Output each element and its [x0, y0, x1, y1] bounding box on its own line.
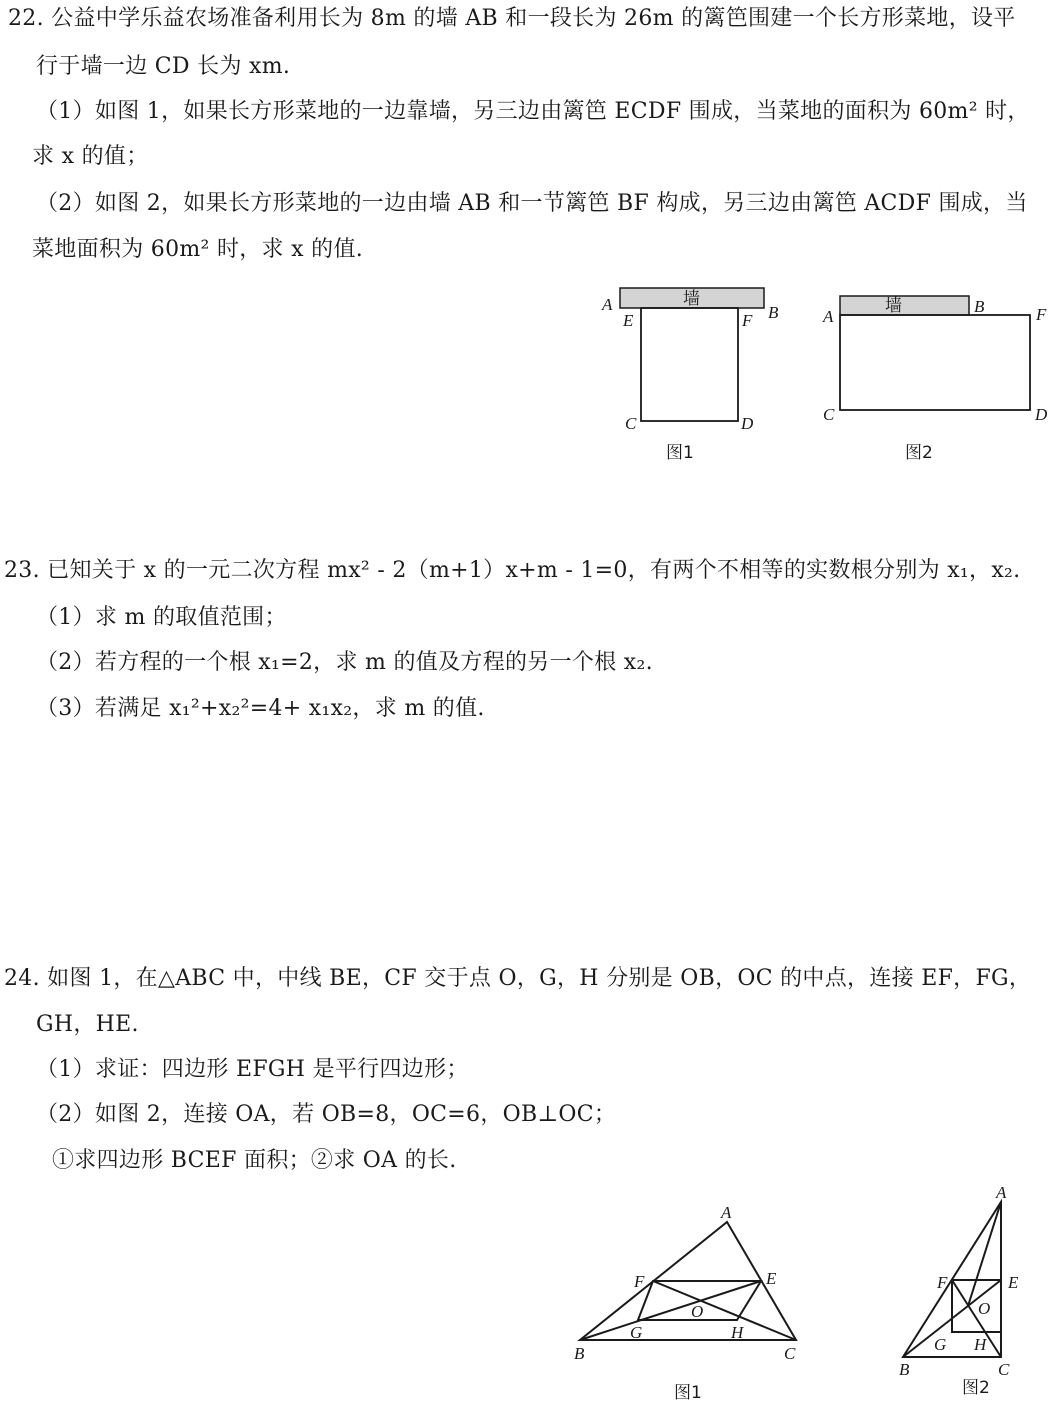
- q22-figure-2: [822, 296, 1048, 463]
- point-C: C: [823, 405, 835, 424]
- point-O: O: [691, 1302, 704, 1321]
- figure-caption: 图2: [905, 443, 933, 463]
- point-B: B: [899, 1360, 910, 1379]
- garden-rect: [840, 315, 1030, 410]
- q24-part2-subquestions: ①求四边形 BCEF 面积；②求 OA 的长.: [52, 1148, 457, 1173]
- q22-line-2: 行于墙一边 CD 长为 xm.: [36, 54, 291, 79]
- wall-label: 墙: [885, 296, 902, 316]
- q24-part1: （1）求证：四边形 EFGH 是平行四边形；: [36, 1057, 469, 1082]
- q22-part1-line-1: （1）如图 1，如果长方形菜地的一边靠墙，另三边由篱笆 ECDF 围成，当菜地的面积为 60m² 时，: [36, 99, 1030, 124]
- q22-part1-line-2: 求 x 的值；: [32, 144, 149, 169]
- point-B: B: [574, 1344, 585, 1363]
- wall-rect: [840, 296, 969, 315]
- point-E: E: [766, 1269, 777, 1288]
- point-F: F: [634, 1272, 645, 1291]
- point-E: E: [1008, 1273, 1019, 1292]
- q24-part2: （2）如图 2，连接 OA，若 OB=8，OC=6，OB⊥OC；: [36, 1102, 617, 1127]
- q23-part3: （3）若满足 x₁²+x₂²=4+ x₁x₂，求 m 的值.: [36, 696, 485, 721]
- point-E: E: [623, 311, 634, 330]
- figure-caption: 图1: [666, 443, 694, 463]
- point-F: F: [1036, 305, 1047, 324]
- figure-caption: 图2: [962, 1378, 990, 1398]
- q22-line-1: 22. 公益中学乐益农场准备利用长为 8m 的墙 AB 和一段长为 26m 的篱笆围建一个长方形菜地，设平: [8, 6, 1016, 31]
- point-D: D: [1035, 405, 1048, 424]
- point-G: G: [630, 1323, 643, 1342]
- q23-line-1: 23. 已知关于 x 的一元二次方程 mx² - 2（m+1）x+m - 1=0，有两个不相等的实数根分别为 x₁，x₂.: [4, 558, 1021, 583]
- point-A: A: [823, 307, 834, 326]
- q24-line-2: GH，HE.: [36, 1012, 139, 1037]
- point-F: F: [742, 311, 753, 330]
- q22-part2-line-1: （2）如图 2，如果长方形菜地的一边由墙 AB 和一节篱笆 BF 构成，另三边由篱笆 ACDF 围成，当: [36, 191, 1028, 216]
- q24-figure-2: [903, 1202, 1001, 1357]
- point-D: D: [741, 414, 754, 433]
- q23-part1: （1）求 m 的取值范围；: [36, 605, 287, 630]
- q24-figure-1: [580, 1222, 796, 1340]
- figure-caption: 图1: [674, 1383, 702, 1403]
- point-A: A: [602, 295, 613, 314]
- q23-part2: （2）若方程的一个根 x₁=2，求 m 的值及方程的另一个根 x₂.: [36, 650, 653, 675]
- median-CF: [653, 1281, 796, 1340]
- point-G: G: [934, 1335, 947, 1354]
- point-C: C: [625, 414, 637, 433]
- point-A: A: [996, 1183, 1007, 1202]
- q24-figure-1-labels: [574, 1203, 796, 1403]
- garden-rect: [641, 308, 738, 421]
- quad-EFGH: [952, 1280, 1001, 1332]
- q22-part2-line-2: 菜地面积为 60m² 时，求 x 的值.: [32, 237, 364, 262]
- point-C: C: [784, 1344, 796, 1363]
- point-H: H: [974, 1335, 987, 1354]
- segment-OA: [968, 1202, 1001, 1306]
- point-F: F: [937, 1273, 948, 1292]
- q24-line-1: 24. 如图 1，在△ABC 中，中线 BE，CF 交于点 O，G，H 分别是 OB，OC 的中点，连接 EF，FG，: [4, 966, 1032, 991]
- point-O: O: [978, 1299, 991, 1318]
- wall-label: 墙: [683, 289, 700, 309]
- point-C: C: [998, 1360, 1010, 1379]
- point-A: A: [721, 1203, 732, 1222]
- point-B: B: [974, 297, 985, 316]
- point-H: H: [731, 1323, 744, 1342]
- point-B: B: [768, 303, 779, 322]
- q22-figure-1: [601, 288, 779, 463]
